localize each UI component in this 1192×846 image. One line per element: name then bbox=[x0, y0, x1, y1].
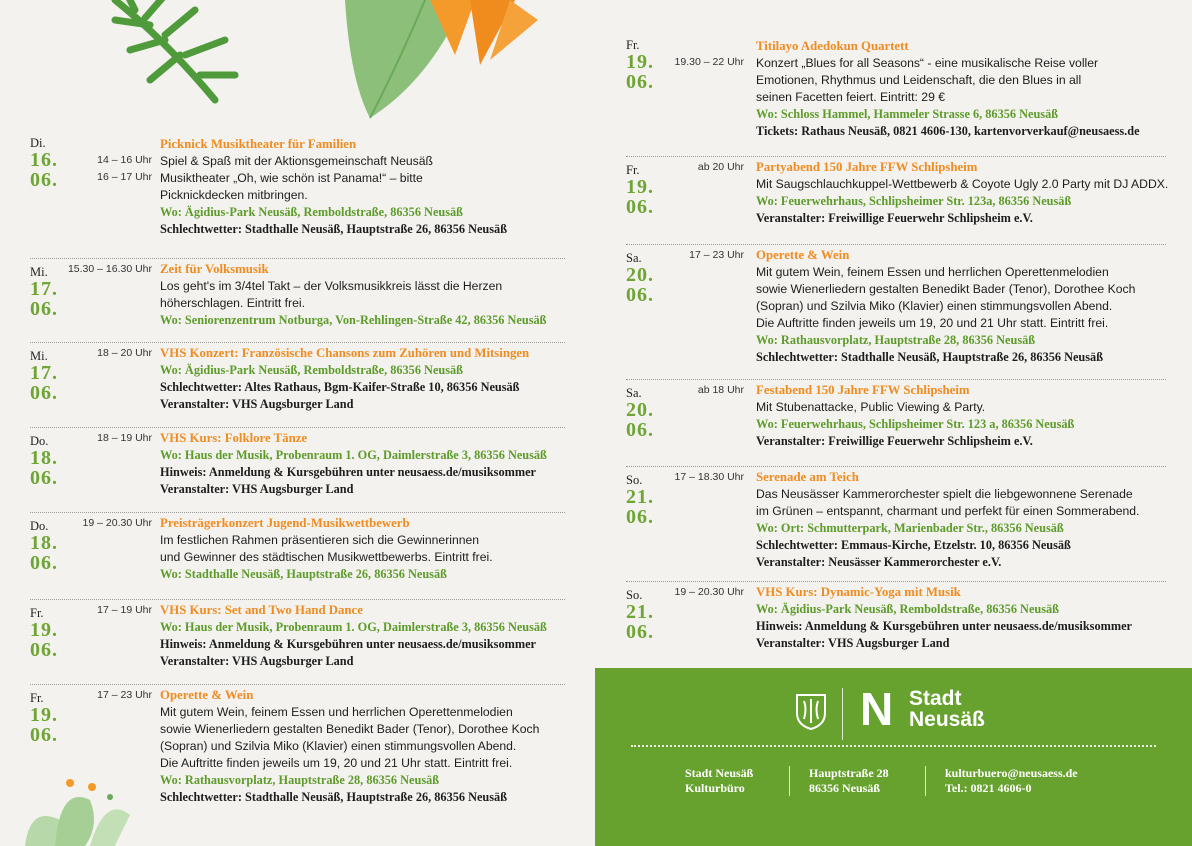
event-weekday: Mi. bbox=[30, 265, 48, 279]
event-day: 20. bbox=[626, 264, 654, 286]
event-time-line: 14 – 16 Uhr bbox=[97, 154, 152, 166]
event-note: Veranstalter: VHS Augsburger Land bbox=[160, 397, 354, 411]
event-note: Tickets: Rathaus Neusäß, 0821 4606-130, kartenvorverkauf@neusaess.de bbox=[756, 124, 1140, 138]
footer-panel bbox=[595, 668, 1192, 846]
event-details bbox=[160, 136, 565, 238]
event-note: Veranstalter: Neusässer Kammerorchester e.V. bbox=[756, 555, 1002, 569]
event-time-line: ab 18 Uhr bbox=[697, 384, 744, 396]
event-description-line: Picknickdecken mitbringen. bbox=[160, 188, 308, 202]
event-time bbox=[654, 382, 744, 399]
event-title: VHS Konzert: Französische Chansons zum Zuhören und Mitsingen bbox=[160, 346, 530, 360]
event-note: Veranstalter: VHS Augsburger Land bbox=[160, 654, 354, 668]
event-time-line: 19 – 20.30 Uhr bbox=[674, 586, 744, 598]
event-title: Festabend 150 Jahre FFW Schlipsheim bbox=[756, 383, 970, 397]
event-time-line: 18 – 19 Uhr bbox=[97, 432, 152, 444]
event-title: Serenade am Teich bbox=[756, 470, 859, 484]
footer-email-link[interactable]: kulturbuero@neusaess.de bbox=[945, 766, 1078, 780]
event-month: 06. bbox=[626, 196, 654, 218]
event-details bbox=[756, 382, 1166, 450]
event-month: 06. bbox=[30, 639, 58, 661]
event-time-line: 17 – 19 Uhr bbox=[97, 604, 152, 616]
event-details bbox=[160, 430, 565, 498]
event-1 bbox=[30, 258, 565, 342]
event-description-line: Mit gutem Wein, feinem Essen und herrlichen Operettenmelodien bbox=[160, 705, 513, 719]
event-weekday: Do. bbox=[30, 434, 49, 448]
event-location: Wo: Rathausvorplatz, Hauptstraße 28, 86356 Neusäß bbox=[160, 773, 440, 787]
event-time bbox=[654, 469, 744, 486]
event-time bbox=[654, 54, 744, 71]
event-description-line: und Gewinner des städtischen Musikwettbewerbs. Eintritt frei. bbox=[160, 550, 493, 564]
footer-office bbox=[685, 766, 753, 796]
event-description-line: im Grünen – entspannt, charmant und perfekt für einen Sommerabend. bbox=[756, 504, 1140, 518]
event-month: 06. bbox=[30, 298, 58, 320]
event-weekday: Di. bbox=[30, 136, 46, 150]
event-details bbox=[756, 584, 1166, 652]
event-time-line: 19.30 – 22 Uhr bbox=[674, 56, 744, 68]
event-description-line: (Sopran) und Szilvia Miko (Klavier) einen stimmungsvollen Abend. bbox=[160, 739, 517, 753]
event-day: 19. bbox=[30, 704, 58, 726]
event-time-line: 19 – 20.30 Uhr bbox=[82, 517, 152, 529]
event-location: Wo: Ägidius-Park Neusäß, Remboldstraße, 86356 Neusäß bbox=[160, 205, 464, 219]
footer-address bbox=[809, 766, 889, 796]
event-weekday: So. bbox=[626, 588, 643, 602]
event-note: Hinweis: Anmeldung & Kursgebühren unter neusaess.de/musiksommer bbox=[160, 637, 537, 651]
event-time bbox=[62, 261, 152, 278]
event-0 bbox=[30, 134, 565, 258]
event-title: VHS Kurs: Set and Two Hand Dance bbox=[160, 603, 363, 617]
event-weekday: Fr. bbox=[626, 163, 640, 177]
event-weekday: Sa. bbox=[626, 251, 642, 265]
event-note: Veranstalter: Freiwillige Feuerwehr Schlipsheim e.V. bbox=[756, 434, 1033, 448]
event-description-line: Die Auftritte finden jeweils um 19, 20 und 21 Uhr statt. Eintritt frei. bbox=[160, 756, 513, 770]
event-day: 17. bbox=[30, 362, 58, 384]
orange-flower-decoration bbox=[420, 0, 540, 70]
event-2 bbox=[30, 342, 565, 427]
event-weekday: Do. bbox=[30, 519, 49, 533]
event-location: Wo: Schloss Hammel, Hammeler Strasse 6, 86356 Neusäß bbox=[756, 107, 1059, 121]
event-note: Veranstalter: VHS Augsburger Land bbox=[160, 482, 354, 496]
footer-address-line1: Hauptstraße 28 bbox=[809, 766, 889, 780]
event-note: Schlechtwetter: Stadthalle Neusäß, Hauptstraße 26, 86356 Neusäß bbox=[160, 222, 508, 236]
event-details bbox=[756, 247, 1166, 366]
event-title: Zeit für Volksmusik bbox=[160, 262, 269, 276]
event-location: Wo: Haus der Musik, Probenraum 1. OG, Daimlerstraße 3, 86356 Neusäß bbox=[160, 620, 547, 634]
event-description-line: seinen Facetten feiert. Eintritt: 29 € bbox=[756, 90, 946, 104]
event-details bbox=[160, 515, 565, 583]
event-1 bbox=[626, 156, 1169, 244]
event-description-line: Im festlichen Rahmen präsentieren sich die Gewinnerinnen bbox=[160, 533, 480, 547]
event-time bbox=[62, 602, 152, 619]
event-weekday: Fr. bbox=[30, 691, 44, 705]
event-2 bbox=[626, 244, 1166, 379]
footer-contact bbox=[945, 766, 1078, 796]
event-time-line: 17 – 18.30 Uhr bbox=[674, 471, 744, 483]
event-note: Hinweis: Anmeldung & Kursgebühren unter neusaess.de/musiksommer bbox=[756, 619, 1133, 633]
event-6 bbox=[30, 684, 565, 824]
footer-separator-1 bbox=[789, 766, 790, 796]
event-day: 17. bbox=[30, 278, 58, 300]
event-location: Wo: Ort: Schmutterpark, Marienbader Str., 86356 Neusäß bbox=[756, 521, 1064, 535]
event-description-line: sowie Wienerliedern gestalten Benedikt Bader (Tenor), Dorothee Koch bbox=[160, 722, 540, 736]
event-month: 06. bbox=[30, 169, 58, 191]
event-location: Wo: Seniorenzentrum Notburga, Von-Rehlingen-Straße 42, 86356 Neusäß bbox=[160, 313, 547, 327]
coat-of-arms-icon bbox=[795, 693, 827, 731]
logo-separator bbox=[842, 688, 843, 740]
event-note: Schlechtwetter: Altes Rathaus, Bgm-Kaifer-Straße 10, 86356 Neusäß bbox=[160, 380, 520, 394]
event-description-line: Mit Saugschlauchkuppel-Wettbewerb & Coyote Ugly 2.0 Party mit DJ ADDX. bbox=[756, 177, 1169, 191]
event-month: 06. bbox=[30, 467, 58, 489]
event-time bbox=[62, 687, 152, 704]
event-time-line: 18 – 20 Uhr bbox=[97, 347, 152, 359]
event-time-line: 15.30 – 16.30 Uhr bbox=[67, 263, 152, 275]
event-location: Wo: Haus der Musik, Probenraum 1. OG, Daimlerstraße 3, 86356 Neusäß bbox=[160, 448, 547, 462]
footer-address-line2: 86356 Neusäß bbox=[809, 781, 881, 795]
event-5 bbox=[30, 599, 565, 684]
event-note: Hinweis: Anmeldung & Kursgebühren unter neusaess.de/musiksommer bbox=[160, 465, 537, 479]
event-month: 06. bbox=[30, 552, 58, 574]
event-location: Wo: Stadthalle Neusäß, Hauptstraße 26, 86356 Neusäß bbox=[160, 567, 447, 581]
event-weekday: Sa. bbox=[626, 386, 642, 400]
event-3 bbox=[626, 379, 1166, 466]
event-3 bbox=[30, 427, 565, 512]
event-0 bbox=[626, 36, 1166, 156]
event-month: 06. bbox=[30, 382, 58, 404]
event-time bbox=[62, 515, 152, 532]
event-note: Veranstalter: Freiwillige Feuerwehr Schlipsheim e.V. bbox=[756, 211, 1033, 225]
event-month: 06. bbox=[626, 71, 654, 93]
event-description-line: Die Auftritte finden jeweils um 19, 20 und 21 Uhr statt. Eintritt frei. bbox=[756, 316, 1109, 330]
event-month: 06. bbox=[626, 284, 654, 306]
event-description-line: Musiktheater „Oh, wie schön ist Panama!“ – bitte bbox=[160, 171, 423, 185]
palm-leaf-decoration bbox=[95, 0, 245, 110]
footer-separator-2 bbox=[925, 766, 926, 796]
event-description-line: Emotionen, Rhythmus und Leidenschaft, die den Blues in all bbox=[756, 73, 1082, 87]
event-title: Operette & Wein bbox=[756, 248, 850, 262]
logo-letter: N bbox=[860, 683, 894, 735]
event-time-line: 16 – 17 Uhr bbox=[97, 171, 152, 183]
event-day: 18. bbox=[30, 532, 58, 554]
event-note: Schlechtwetter: Stadthalle Neusäß, Hauptstraße 26, 86356 Neusäß bbox=[756, 350, 1104, 364]
event-month: 06. bbox=[626, 419, 654, 441]
event-month: 06. bbox=[626, 621, 654, 643]
footer-phone: Tel.: 0821 4606-0 bbox=[945, 781, 1032, 795]
event-description-line: Mit Stubenattacke, Public Viewing & Party. bbox=[756, 400, 986, 414]
event-time bbox=[62, 345, 152, 362]
event-details bbox=[756, 469, 1166, 571]
event-day: 19. bbox=[626, 176, 654, 198]
green-leaf-decoration bbox=[340, 0, 470, 120]
event-time bbox=[654, 247, 744, 264]
event-title: Preisträgerkonzert Jugend-Musikwettbewerb bbox=[160, 516, 410, 530]
event-time bbox=[62, 152, 152, 186]
event-description-line: (Sopran) und Szilvia Miko (Klavier) einen stimmungsvollen Abend. bbox=[756, 299, 1113, 313]
event-month: 06. bbox=[30, 724, 58, 746]
event-title: Operette & Wein bbox=[160, 688, 254, 702]
event-title: Picknick Musiktheater für Familien bbox=[160, 137, 357, 151]
event-weekday: So. bbox=[626, 473, 643, 487]
event-description-line: Mit gutem Wein, feinem Essen und herrlichen Operettenmelodien bbox=[756, 265, 1109, 279]
event-description-line: Das Neusässer Kammerorchester spielt die liebgewonnene Serenade bbox=[756, 487, 1133, 501]
event-day: 21. bbox=[626, 486, 654, 508]
logo-text-line1: Stadt bbox=[909, 687, 962, 710]
event-4 bbox=[30, 512, 565, 599]
event-details bbox=[160, 345, 565, 413]
event-note: Veranstalter: VHS Augsburger Land bbox=[756, 636, 950, 650]
event-time bbox=[62, 430, 152, 447]
event-details bbox=[160, 261, 565, 329]
event-time bbox=[654, 584, 744, 601]
event-time-line: ab 20 Uhr bbox=[697, 161, 744, 173]
event-description-line: sowie Wienerliedern gestalten Benedikt Bader (Tenor), Dorothee Koch bbox=[756, 282, 1136, 296]
event-title: Partyabend 150 Jahre FFW Schlipsheim bbox=[756, 160, 978, 174]
event-weekday: Fr. bbox=[626, 38, 640, 52]
event-location: Wo: Ägidius-Park Neusäß, Remboldstraße, 86356 Neusäß bbox=[160, 363, 464, 377]
event-5 bbox=[626, 581, 1166, 666]
event-location: Wo: Feuerwehrhaus, Schlipsheimer Str. 123a, 86356 Neusäß bbox=[756, 194, 1072, 208]
event-description-line: Spiel & Spaß mit der Aktionsgemeinschaft Neusäß bbox=[160, 154, 433, 168]
event-weekday: Fr. bbox=[30, 606, 44, 620]
footer-office-line1: Stadt Neusäß bbox=[685, 766, 754, 780]
event-weekday: Mi. bbox=[30, 349, 48, 363]
event-details bbox=[160, 687, 565, 806]
event-location: Wo: Ägidius-Park Neusäß, Remboldstraße, 86356 Neusäß bbox=[756, 602, 1060, 616]
event-day: 18. bbox=[30, 447, 58, 469]
event-4 bbox=[626, 466, 1166, 581]
event-day: 20. bbox=[626, 399, 654, 421]
event-time-line: 17 – 23 Uhr bbox=[97, 689, 152, 701]
logo-text-line2: Neusäß bbox=[909, 708, 985, 731]
event-details bbox=[160, 602, 565, 670]
event-day: 19. bbox=[626, 51, 654, 73]
event-location: Wo: Feuerwehrhaus, Schlipsheimer Str. 123 a, 86356 Neusäß bbox=[756, 417, 1075, 431]
event-time-line: 17 – 23 Uhr bbox=[689, 249, 744, 261]
event-day: 21. bbox=[626, 601, 654, 623]
event-description-line: Konzert „Blues for all Seasons“ - eine musikalische Reise voller bbox=[756, 56, 1099, 70]
event-note: Schlechtwetter: Stadthalle Neusäß, Hauptstraße 26, 86356 Neusäß bbox=[160, 790, 508, 804]
event-title: Titilayo Adedokun Quartett bbox=[756, 39, 909, 53]
event-day: 19. bbox=[30, 619, 58, 641]
footer-dotted-divider bbox=[631, 745, 1156, 747]
event-details bbox=[756, 159, 1169, 227]
event-details bbox=[756, 38, 1166, 140]
event-month: 06. bbox=[626, 506, 654, 528]
event-description-line: höherschlagen. Eintritt frei. bbox=[160, 296, 305, 310]
event-title: VHS Kurs: Dynamic-Yoga mit Musik bbox=[756, 585, 961, 599]
event-time bbox=[654, 159, 744, 176]
event-note: Schlechtwetter: Emmaus-Kirche, Etzelstr. 10, 86356 Neusäß bbox=[756, 538, 1071, 552]
event-title: VHS Kurs: Folklore Tänze bbox=[160, 431, 308, 445]
event-location: Wo: Rathausvorplatz, Hauptstraße 28, 86356 Neusäß bbox=[756, 333, 1036, 347]
event-description-line: Los geht's im 3/4tel Takt – der Volksmusikkreis lässt die Herzen bbox=[160, 279, 503, 293]
footer-office-line2: Kulturbüro bbox=[685, 781, 745, 795]
event-day: 16. bbox=[30, 149, 58, 171]
